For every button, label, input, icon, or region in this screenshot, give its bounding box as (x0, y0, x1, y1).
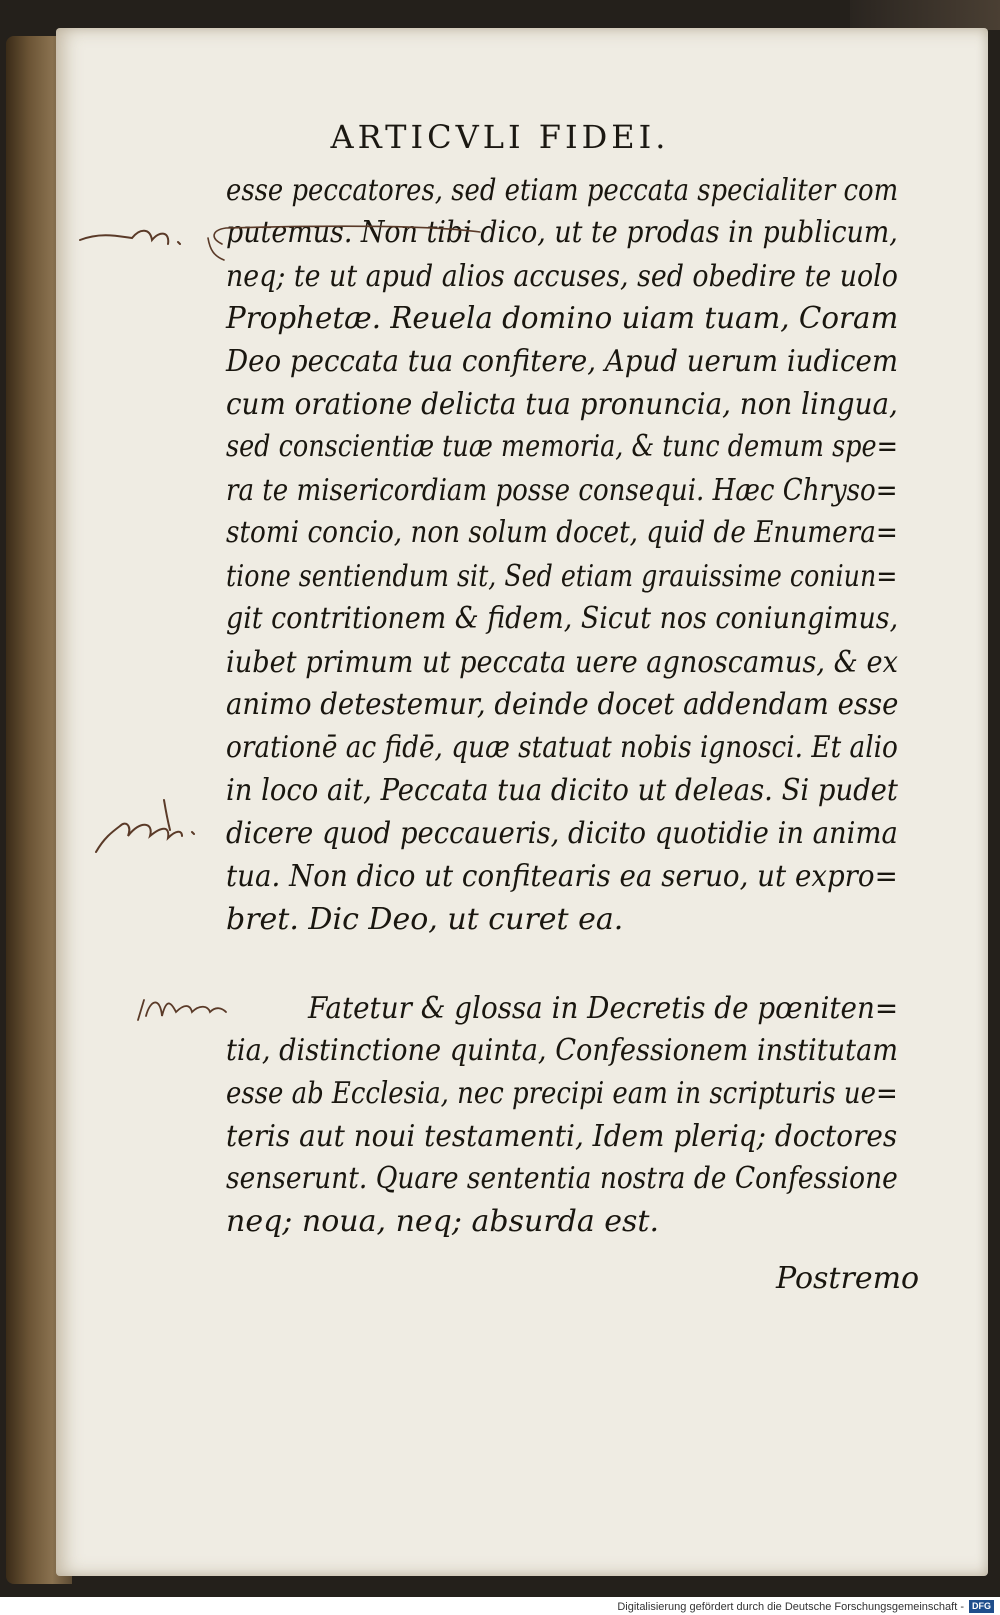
text-line: esse peccatores, sed etiam peccata specialiter com (226, 173, 899, 208)
text-line: tione sentiendum sit, Sed etiam grauissime coniun= (226, 559, 898, 594)
text-line: iubet primum ut peccata uere agnoscamus, & ex (226, 645, 898, 680)
text-line: tua. Non dico ut confitearis ea seruo, ut expro= (226, 859, 898, 894)
text-line: neq; te ut apud alios accuses, sed obedire te uolo (226, 259, 898, 294)
text-line: in loco ait, Peccata tua dicito ut deleas. Si pudet (226, 773, 898, 808)
text-line: cum oratione delicta tua pronuncia, non lingua, (226, 387, 898, 422)
dfg-logo: DFG (969, 1600, 994, 1613)
text-line: teris aut noui testamenti, Idem pleriq; doctores (226, 1119, 898, 1154)
scan-background-corner (850, 0, 1000, 30)
text-line: neq; noua, neq; absurda est. (226, 1204, 660, 1239)
text-line: dicere quod peccaueris, dicito quotidie in anima (226, 816, 898, 851)
digitization-credit: Digitalisierung gefördert durch die Deutsche Forschungsgemeinschaft - (617, 1601, 964, 1613)
text-line: stomi concio, non solum docet, quid de Enumera= (226, 515, 898, 550)
text-line: putemus. Non tibi dico, ut te prodas in publicum, (226, 215, 898, 250)
catchword: Postremo (776, 1261, 920, 1296)
text-line: ra te misericordiam posse consequi. Hæc Chryso= (226, 473, 898, 508)
text-line: tia, distinctione quinta, Confessionem institutam (226, 1033, 899, 1068)
text-line: Prophetæ. Reuela domino uiam tuam, Coram (226, 301, 899, 336)
text-line: Deo peccata tua confitere, Apud uerum iudicem (226, 344, 899, 379)
text-line: sed conscientiæ tuæ memoria, & tunc demum spe= (226, 429, 898, 464)
text-line: Fatetur & glossa in Decretis de pœniten= (308, 991, 899, 1026)
text-line: orationē ac fidē, quæ statuat nobis ignosci. Et alio (226, 730, 898, 765)
text-line: esse ab Ecclesia, nec precipi eam in scripturis ue= (226, 1076, 898, 1111)
running-head: ARTICVLI FIDEI. (330, 118, 670, 156)
text-line: git contritionem & fidem, Sicut nos coniungimus, (226, 601, 899, 636)
text-line: senserunt. Quare sententia nostra de Confessione (226, 1161, 898, 1196)
text-line: bret. Dic Deo, ut curet ea. (226, 902, 624, 937)
text-line: animo detestemur, deinde docet addendam esse (226, 687, 899, 722)
